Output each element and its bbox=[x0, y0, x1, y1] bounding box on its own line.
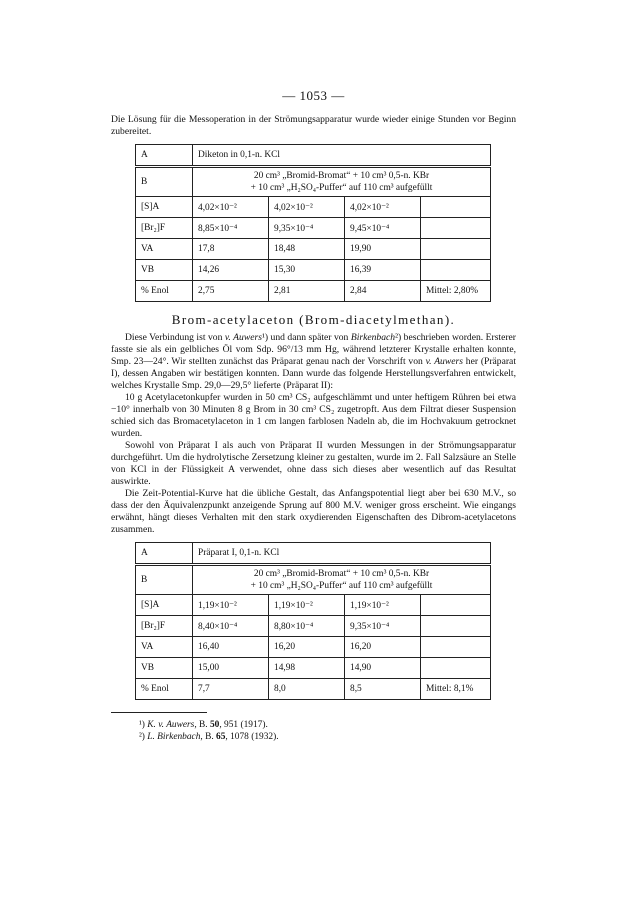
table2-cell: 9,35×10⁻⁴ bbox=[345, 616, 421, 637]
table1-a-value: Diketon in 0,1-n. KCl bbox=[193, 145, 491, 167]
table2-cell: 14,98 bbox=[269, 658, 345, 679]
table-row bbox=[136, 595, 491, 616]
table1-cell: 15,30 bbox=[269, 260, 345, 281]
table1-cell bbox=[421, 197, 491, 218]
table-row bbox=[136, 616, 491, 637]
fn1-ref-a: , B. bbox=[194, 720, 210, 730]
table1-rows bbox=[136, 197, 491, 302]
table1-cell: 2,75 bbox=[193, 281, 269, 302]
table1-cell: 8,85×10⁻⁴ bbox=[193, 218, 269, 239]
table2-cell: 1,19×10⁻² bbox=[345, 595, 421, 616]
table2-cell bbox=[421, 637, 491, 658]
paragraph-3: Sowohl von Präparat I als auch von Präparat II wurden Messungen in der Strömungsapparatur durchgeführt. Um die hydrolytische Zersetzung kleiner zu gestalten, wurde im 2. Fall Salzsäure an Stelle von KCl in der Flüssigkeit A verwendet, ohne dass sich dieses aber wesentlich auf das Resultat auswirkte. bbox=[111, 440, 516, 487]
table2-cell: 14,90 bbox=[345, 658, 421, 679]
table2-cell: 16,20 bbox=[345, 637, 421, 658]
page bbox=[111, 88, 516, 743]
table-diketon bbox=[135, 144, 491, 302]
table2-cell bbox=[421, 595, 491, 616]
section-heading: Brom-acetylaceton (Brom-diacetylmethan). bbox=[171, 312, 456, 327]
table1-b-line1: 20 cm³ „Bromid-Bromat“ + 10 cm³ 0,5-n. KBr bbox=[253, 171, 430, 181]
table2-a-label: A bbox=[136, 543, 193, 565]
page-number: — 1053 — bbox=[282, 88, 345, 103]
intro-paragraph: Die Lösung für die Messoperation in der Strömungsapparatur wurde wieder einige Stunden vor Beginn zubereitet. bbox=[111, 114, 516, 137]
table2-cell: 8,80×10⁻⁴ bbox=[269, 616, 345, 637]
p1-author-auwers: v. Auwers bbox=[224, 332, 262, 343]
table2-b-line2: + 10 cm³ „H₂SO₄-Puffer“ auf 110 cm³ aufgefüllt bbox=[250, 581, 433, 591]
paragraph-4: Die Zeit-Potential-Kurve hat die übliche Gestalt, das Anfangspotential liegt aber bei 630 M.V., so dass der den Äquivalenzpunkt anzeigende Sprung auf 800 M.V. weniger gross erscheint. Wie eingangs erwähnt, hängt dieses Verhalten mit den stark oxydierenden Eigenschaften des Dibrom-acetylacetons zusammen. bbox=[111, 488, 516, 535]
p1-text-4: her (Präparat I), dessen Angaben wir bestätigen konnten. Dann wurde das folgende Herstellungsverfahren entwickelt, welches Krystalle Smp. 29,0—29,5° lieferte (Präparat II): bbox=[111, 356, 516, 391]
footnote-2 bbox=[139, 731, 516, 743]
table-row bbox=[136, 239, 491, 260]
fn2-mark: ²) bbox=[139, 732, 145, 742]
paragraph-2: 10 g Acetylacetonkupfer wurden in 50 cm³ CS₂ aufgeschlämmt und unter heftigem Rühren bei etwa −10° innerhalb von 30 Minuten 8 g Brom in 30 cm³ CS₂ zugetropft. Aus dem Filtrat dieser Suspension schied sich das Bromacetylaceton in 1 cm langen farblosen Nadeln ab, die im Hochvakuum getrocknet wurden. bbox=[111, 392, 516, 439]
table-row bbox=[136, 679, 491, 700]
table1-cell: 17,8 bbox=[193, 239, 269, 260]
table1-cell bbox=[421, 260, 491, 281]
table2-b-label: B bbox=[136, 565, 193, 595]
table2-cell bbox=[421, 616, 491, 637]
table1-cell bbox=[421, 239, 491, 260]
table1-cell: 2,84 bbox=[345, 281, 421, 302]
table2-cell bbox=[421, 658, 491, 679]
fn2-volume: 65 bbox=[216, 732, 226, 742]
table1-b-label: B bbox=[136, 167, 193, 197]
table2-rows bbox=[136, 595, 491, 700]
p1-text-3: ²) beschrieben worden. Ersterer fasste sie als ein gelbliches Öl vom Sdp. 96°/13 mm Hg, während letzterer Krystalle erhalten konnte, Smp. 23—24°. Wir stellten zunächst das Präparat genau nach der Vorschrift von bbox=[111, 332, 517, 367]
table-praeparat bbox=[135, 542, 491, 700]
footnote-1 bbox=[139, 719, 516, 731]
table2-b-line1: 20 cm³ „Bromid-Bromat“ + 10 cm³ 0,5-n. KBr bbox=[253, 569, 430, 579]
p1-text-2: ¹) und dann später von bbox=[261, 332, 351, 343]
table-row bbox=[136, 260, 491, 281]
table2-cell: 1,19×10⁻² bbox=[193, 595, 269, 616]
fn1-volume: 50 bbox=[209, 720, 220, 730]
table1-a-label: A bbox=[136, 145, 193, 167]
table2-row-label: [S]A bbox=[136, 595, 193, 616]
p1-text-1: Diese Verbindung ist von bbox=[125, 332, 225, 343]
table-row bbox=[136, 637, 491, 658]
table2-b-value bbox=[193, 565, 491, 595]
table-row bbox=[136, 218, 491, 239]
table1-cell: 9,45×10⁻⁴ bbox=[345, 218, 421, 239]
table1-cell: 14,26 bbox=[193, 260, 269, 281]
table2-row-label: % Enol bbox=[136, 679, 193, 700]
table2-cell: 8,0 bbox=[269, 679, 345, 700]
table1-row-label: [S]A bbox=[136, 197, 193, 218]
table1-cell: 4,02×10⁻² bbox=[269, 197, 345, 218]
footnote-divider bbox=[111, 712, 207, 713]
table1-cell: 16,39 bbox=[345, 260, 421, 281]
table1-cell: 9,35×10⁻⁴ bbox=[269, 218, 345, 239]
table2-cell: 15,00 bbox=[193, 658, 269, 679]
table1-cell: 2,81 bbox=[269, 281, 345, 302]
table1-cell: 18,48 bbox=[269, 239, 345, 260]
p1-author-birkenbach: Birkenbach bbox=[350, 332, 396, 343]
table2-cell: 16,40 bbox=[193, 637, 269, 658]
fn2-ref-a: , B. bbox=[200, 732, 217, 742]
table-row bbox=[136, 658, 491, 679]
table2-row-label: VA bbox=[136, 637, 193, 658]
table1-row-label: % Enol bbox=[136, 281, 193, 302]
table2-cell: 16,20 bbox=[269, 637, 345, 658]
table2-row-label: [Br₂]F bbox=[136, 616, 193, 637]
table1-b-line2: + 10 cm³ „H₂SO₄-Puffer“ auf 110 cm³ aufgefüllt bbox=[250, 183, 433, 193]
table1-cell: 4,02×10⁻² bbox=[193, 197, 269, 218]
table1-cell: Mittel: 2,80% bbox=[421, 281, 491, 302]
table1-b-value bbox=[193, 167, 491, 197]
fn1-mark: ¹) bbox=[139, 720, 145, 730]
fn1-author: K. v. Auwers bbox=[147, 720, 195, 730]
table-row bbox=[136, 281, 491, 302]
table-row bbox=[136, 197, 491, 218]
table2-cell: 1,19×10⁻² bbox=[269, 595, 345, 616]
p1-author-auwers-2: v. Auwers bbox=[425, 356, 463, 367]
table2-row-label: VB bbox=[136, 658, 193, 679]
table1-row-label: VB bbox=[136, 260, 193, 281]
table1-row-label: [Br₂]F bbox=[136, 218, 193, 239]
table1-cell: 19,90 bbox=[345, 239, 421, 260]
table1-cell: 4,02×10⁻² bbox=[345, 197, 421, 218]
fn2-author: L. Birkenbach bbox=[147, 732, 201, 742]
table2-cell: 7,7 bbox=[193, 679, 269, 700]
table2-cell: 8,5 bbox=[345, 679, 421, 700]
table2-cell: Mittel: 8,1% bbox=[421, 679, 491, 700]
paragraph-1 bbox=[111, 332, 516, 392]
table1-cell bbox=[421, 218, 491, 239]
table2-cell: 8,40×10⁻⁴ bbox=[193, 616, 269, 637]
table2-a-value: Präparat I, 0,1-n. KCl bbox=[193, 543, 491, 565]
fn1-ref-b: , 951 (1917). bbox=[219, 720, 268, 730]
table1-row-label: VA bbox=[136, 239, 193, 260]
fn2-ref-b: , 1078 (1932). bbox=[225, 732, 279, 742]
